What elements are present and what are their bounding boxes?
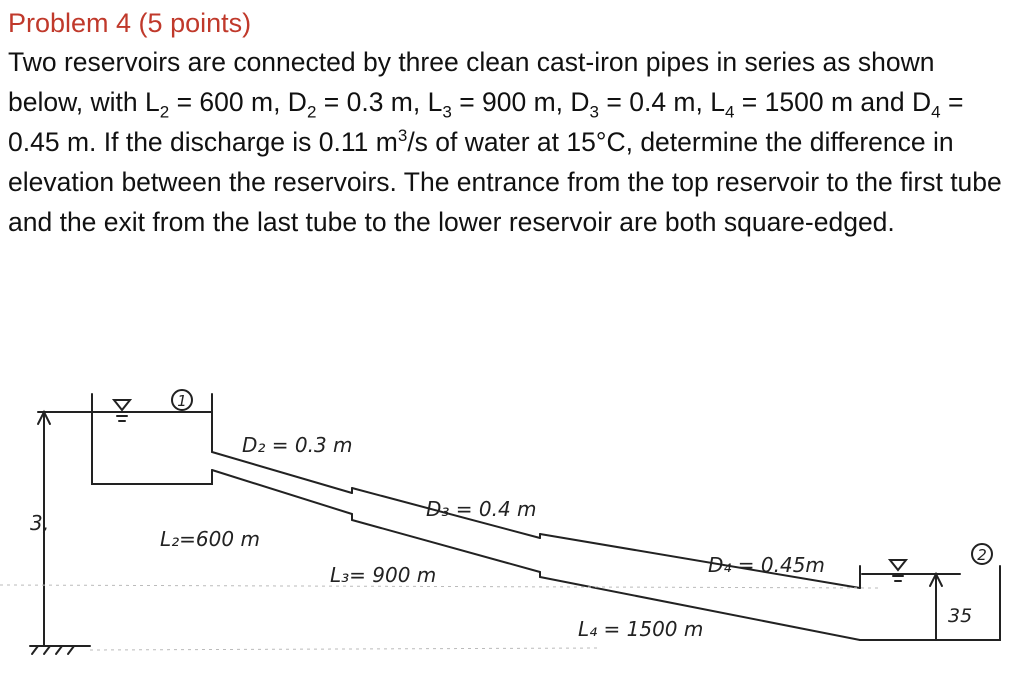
d3-label: D₃ = 0.4 m	[426, 497, 537, 521]
l2-symbol: L	[145, 87, 160, 117]
problem-statement	[8, 4, 1013, 242]
water-marker-1	[114, 400, 130, 421]
l4-label: L₄ = 1500 m	[578, 617, 704, 641]
lower-reservoir	[860, 566, 1000, 640]
z1-label: 3,	[30, 511, 50, 535]
d3-value: = 0.4 m,	[599, 87, 711, 117]
l2-value: = 600 m,	[169, 87, 288, 117]
upper-reservoir	[92, 394, 212, 484]
scan-noise-line-1	[0, 585, 880, 588]
l4-subscript: 4	[724, 102, 735, 122]
d2-subscript: 2	[306, 102, 317, 122]
water-marker-2	[890, 560, 906, 581]
pipe-system-diagram	[0, 360, 1024, 684]
pipe-d2	[212, 452, 352, 514]
l2-label: L₂=600 m	[160, 527, 260, 551]
l4-value: = 1500 m and	[734, 87, 912, 117]
d2-value: = 0.3 m,	[316, 87, 428, 117]
d4-value: = 0.45 m. If the discharge is 0.11 m	[8, 87, 964, 157]
l4-symbol: L	[710, 87, 725, 117]
problem-body	[8, 42, 1013, 242]
datum-hatch	[32, 646, 74, 654]
d2-symbol: D	[287, 87, 307, 117]
l3-value: = 900 m,	[451, 87, 571, 117]
problem-title: Problem 4 (5 points)	[8, 8, 252, 38]
l3-symbol: L	[427, 87, 443, 117]
z2-label: 35	[948, 605, 973, 627]
d3-symbol: D	[570, 87, 590, 117]
l2-subscript: 2	[159, 102, 170, 122]
scan-noise-line-2	[90, 648, 600, 650]
d4-symbol: D	[911, 87, 932, 117]
intro-text: Two reservoirs are connected by three clean cast-iron pipes in series as shown below, with	[8, 47, 935, 117]
point-1-label: 1	[177, 392, 187, 410]
d4-label: D₄ = 0.45m	[708, 553, 825, 577]
discharge-exponent: 3	[397, 126, 408, 146]
d3-subscript: 3	[589, 102, 600, 122]
l3-subscript: 3	[442, 102, 452, 122]
discharge-rest: /s of water at 15°C, determine the difference in elevation between the reservoirs. The entrance from the top reservoir to the first tube and the exit from the last tube to the lower reservoir are both square-edged.	[8, 127, 1002, 237]
point-2-label: 2	[977, 546, 987, 564]
d4-subscript: 4	[931, 102, 941, 122]
d2-label: D₂ = 0.3 m	[242, 433, 353, 457]
l3-label: L₃= 900 m	[330, 563, 437, 587]
